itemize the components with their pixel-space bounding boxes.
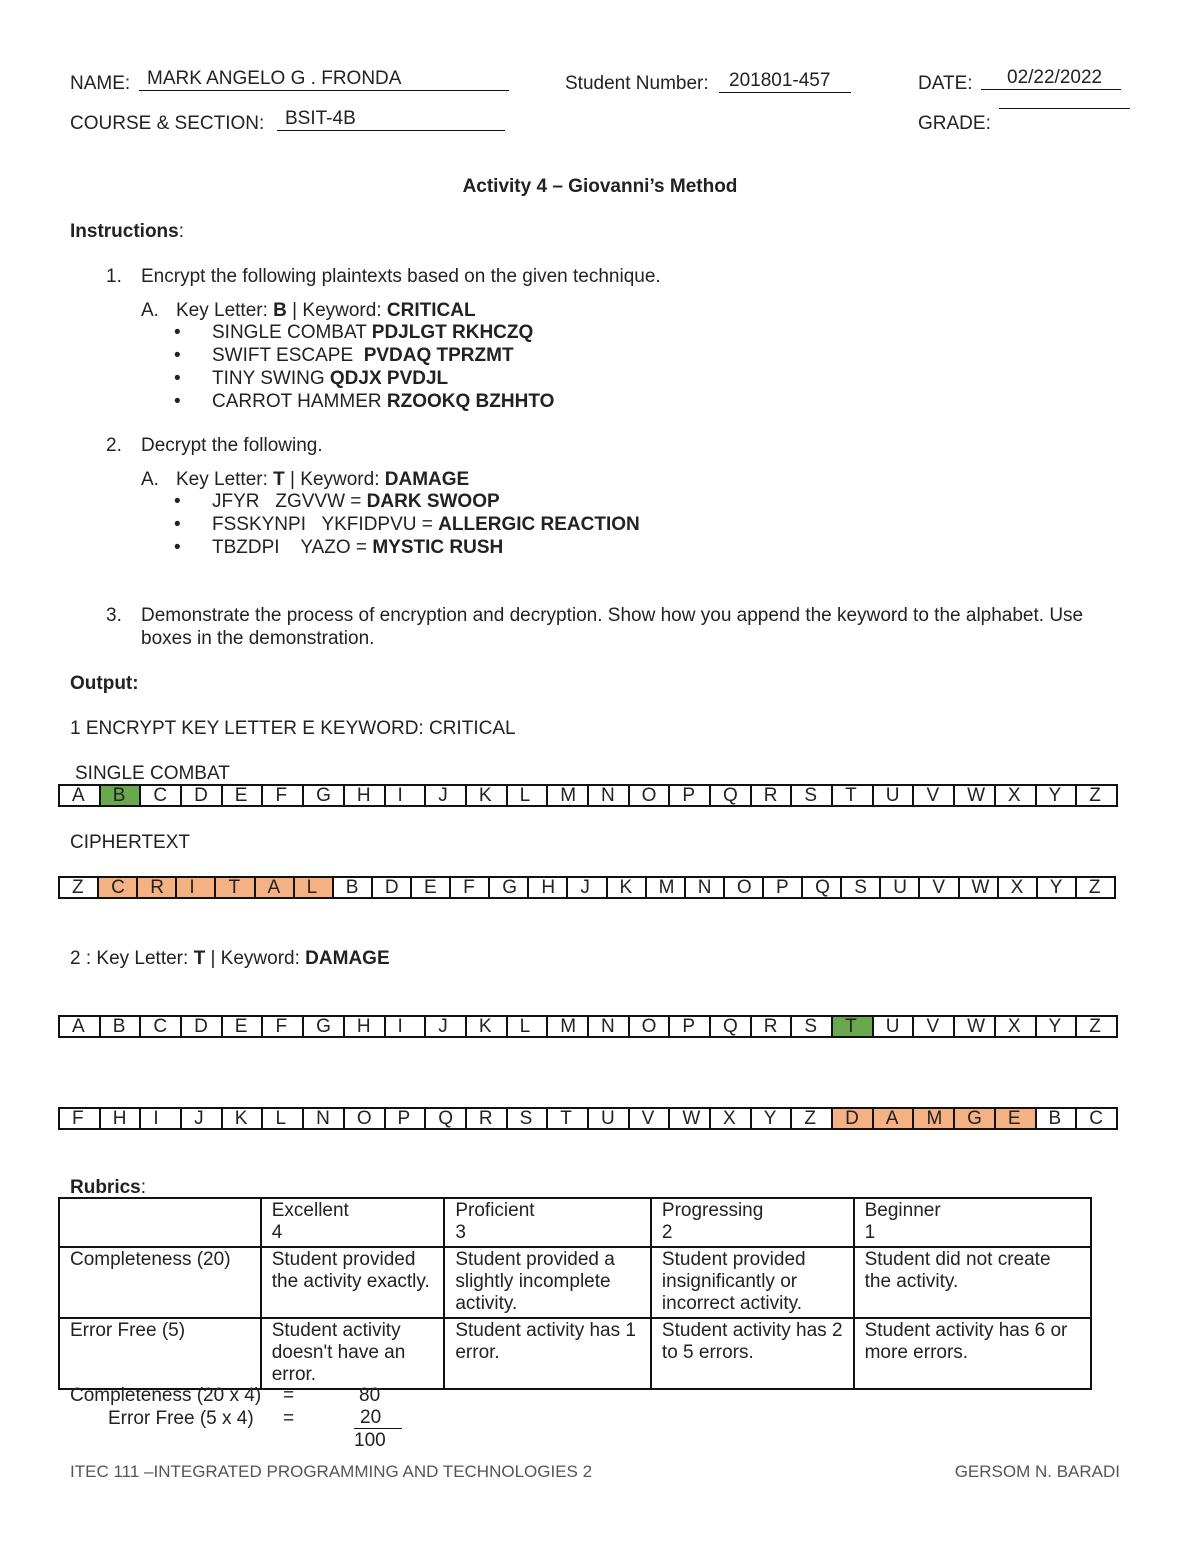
score-errorfree-label: Error Free (5 x 4) (108, 1408, 254, 1429)
table-cell (59, 1198, 261, 1247)
part2-plain-alphabet-row (58, 1015, 1118, 1038)
letter-box: T (214, 876, 253, 899)
letter-box: K (465, 1015, 506, 1038)
letter-box: D (180, 784, 221, 807)
letter-box: P (668, 1015, 709, 1038)
part1-sublabel: SINGLE COMBAT (75, 763, 230, 784)
table-row (59, 1247, 1091, 1318)
letter-box: O (723, 876, 762, 899)
letter-box: X (994, 1015, 1035, 1038)
letter-box: S (506, 1107, 547, 1130)
letter-box: Z (1075, 876, 1116, 899)
list-item: • TINY SWING QDJX PVDJL (174, 368, 449, 389)
table-cell: Student activity doesn't have an error. (261, 1318, 445, 1389)
course-section-label: COURSE & SECTION: (70, 113, 265, 134)
letter-box: B (99, 1015, 140, 1038)
letter-box: N (302, 1107, 343, 1130)
letter-box: Q (424, 1107, 465, 1130)
letter-box: J (566, 876, 605, 899)
table-cell: Student provided the activity exactly. (261, 1247, 445, 1318)
table-cell: Beginner 1 (854, 1198, 1091, 1247)
name-label: NAME: (70, 73, 131, 94)
letter-box: Y (1035, 784, 1076, 807)
letter-box: D (831, 1107, 872, 1130)
date-field[interactable]: 02/22/2022 (981, 67, 1121, 90)
student-number-field[interactable]: 201801-457 (719, 70, 851, 93)
item1-sub-letter: A. (141, 300, 159, 321)
item3-text-line2: boxes in the demonstration. (141, 628, 375, 649)
item1-text: Encrypt the following plaintexts based on the given technique. (141, 266, 661, 287)
letter-box: J (424, 1015, 465, 1038)
table-row (59, 1198, 1091, 1247)
letter-box: L (261, 1107, 302, 1130)
letter-box: B (99, 784, 140, 807)
letter-box: H (343, 784, 384, 807)
letter-box: E (221, 1015, 262, 1038)
letter-box: N (684, 876, 723, 899)
letter-box: O (628, 1015, 669, 1038)
letter-box: W (668, 1107, 709, 1130)
letter-box: C (1075, 1107, 1118, 1130)
letter-box: V (918, 876, 957, 899)
table-cell: Student did not create the activity. (854, 1247, 1091, 1318)
letter-box: U (587, 1107, 628, 1130)
letter-box: L (506, 784, 547, 807)
letter-box: Z (790, 1107, 831, 1130)
letter-box: S (790, 784, 831, 807)
letter-box: S (840, 876, 879, 899)
letter-box: C (139, 1015, 180, 1038)
letter-box: Q (801, 876, 840, 899)
letter-box: H (99, 1107, 140, 1130)
letter-box: H (343, 1015, 384, 1038)
grade-field[interactable] (999, 108, 1130, 109)
score-errorfree-value: 20 (354, 1408, 402, 1429)
letter-box: I (139, 1107, 180, 1130)
letter-box: I (175, 876, 214, 899)
item2-key-line: Key Letter: T | Keyword: DAMAGE (176, 469, 470, 490)
letter-box: L (293, 876, 332, 899)
letter-box: A (58, 1015, 99, 1038)
letter-box: D (180, 1015, 221, 1038)
letter-box: Y (1035, 1015, 1076, 1038)
item1-bullet-list (174, 322, 554, 414)
letter-box: T (831, 784, 872, 807)
table-cell: Student provided insignificantly or incorrect activity. (651, 1247, 854, 1318)
letter-box: Q (709, 784, 750, 807)
letter-box: K (221, 1107, 262, 1130)
list-item: • SINGLE COMBAT PDJLGT RKHCZQ (174, 322, 534, 343)
letter-box: F (58, 1107, 99, 1130)
table-cell: Completeness (20) (59, 1247, 261, 1318)
letter-box: I (384, 1015, 425, 1038)
letter-box: E (410, 876, 449, 899)
table-cell: Progressing 2 (651, 1198, 854, 1247)
footer-instructor: GERSOM N. BARADI (954, 1462, 1120, 1481)
table-cell: Error Free (5) (59, 1318, 261, 1389)
list-item: • SWIFT ESCAPE PVDAQ TPRZMT (174, 345, 514, 366)
letter-box: C (97, 876, 136, 899)
name-field[interactable]: MARK ANGELO G . FRONDA (139, 68, 509, 91)
letter-box: A (872, 1107, 913, 1130)
letter-box: X (709, 1107, 750, 1130)
item2-text: Decrypt the following. (141, 435, 323, 456)
letter-box: W (953, 784, 994, 807)
letter-box: Z (1075, 784, 1118, 807)
part1-heading: 1 ENCRYPT KEY LETTER E KEYWORD: CRITICAL (70, 718, 516, 739)
part2-heading: 2 : Key Letter: T | Keyword: DAMAGE (70, 948, 390, 969)
letter-box: J (424, 784, 465, 807)
table-cell: Student activity has 1 error. (444, 1318, 651, 1389)
part1-plain-alphabet-row (58, 784, 1118, 807)
grade-label: GRADE: (918, 113, 991, 134)
letter-box: V (912, 784, 953, 807)
letter-box: G (302, 784, 343, 807)
letter-box: Z (58, 876, 97, 899)
score-errorfree-equals: = (283, 1408, 295, 1429)
letter-box: Z (1075, 1015, 1118, 1038)
letter-box: B (1035, 1107, 1076, 1130)
item1-number: 1. (106, 266, 122, 287)
list-item: • FSSKYNPI YKFIDPVU = ALLERGIC REACTION (174, 514, 640, 535)
letter-box: M (645, 876, 684, 899)
item2-bullet-list (174, 491, 640, 560)
letter-box: T (831, 1015, 872, 1038)
letter-box: O (343, 1107, 384, 1130)
letter-box: W (958, 876, 997, 899)
letter-box: J (180, 1107, 221, 1130)
letter-box: R (465, 1107, 506, 1130)
score-completeness-label: Completeness (20 x 4) (70, 1385, 262, 1406)
letter-box: H (527, 876, 566, 899)
item3-text-line1: Demonstrate the process of encryption and decryption. Show how you append the keyword to the alphabet. Use (141, 605, 1084, 626)
letter-box: R (750, 1015, 791, 1038)
letter-box: B (332, 876, 371, 899)
letter-box: M (546, 1015, 587, 1038)
letter-box: C (139, 784, 180, 807)
letter-box: I (384, 784, 425, 807)
part1-cipher-alphabet-row (58, 876, 1116, 899)
table-cell: Proficient 3 (444, 1198, 651, 1247)
list-item: • JFYR ZGVVW = DARK SWOOP (174, 491, 500, 512)
letter-box: F (261, 1015, 302, 1038)
letter-box: N (587, 784, 628, 807)
letter-box: U (872, 784, 913, 807)
score-total: 100 (354, 1430, 386, 1451)
footer-course: ITEC 111 –INTEGRATED PROGRAMMING AND TECHNOLOGIES 2 (70, 1462, 593, 1481)
rubric-table (58, 1197, 1092, 1390)
letter-box: D (371, 876, 410, 899)
letter-box: G (302, 1015, 343, 1038)
letter-box: Y (750, 1107, 791, 1130)
letter-box: V (628, 1107, 669, 1130)
date-label: DATE: (918, 73, 973, 94)
letter-box: N (587, 1015, 628, 1038)
letter-box: M (546, 784, 587, 807)
letter-box: M (912, 1107, 953, 1130)
part1-cipher-label: CIPHERTEXT (70, 832, 191, 853)
letter-box: S (790, 1015, 831, 1038)
table-cell: Student activity has 2 to 5 errors. (651, 1318, 854, 1389)
item2-sub-letter: A. (141, 469, 159, 490)
letter-box: K (606, 876, 645, 899)
letter-box: X (994, 784, 1035, 807)
list-item: • CARROT HAMMER RZOOKQ BZHHTO (174, 391, 555, 412)
instructions-heading: Instructions: (70, 221, 185, 242)
score-completeness-equals: = (283, 1385, 295, 1406)
letter-box: F (449, 876, 488, 899)
rubrics-heading: Rubrics: (70, 1177, 147, 1198)
course-section-field[interactable]: BSIT-4B (277, 108, 505, 131)
letter-box: G (488, 876, 527, 899)
letter-box: E (994, 1107, 1035, 1130)
page-title: Activity 4 – Giovanni’s Method (462, 176, 738, 197)
item3-number: 3. (106, 605, 122, 626)
letter-box: P (668, 784, 709, 807)
letter-box: A (254, 876, 293, 899)
letter-box: T (546, 1107, 587, 1130)
table-cell: Student provided a slightly incomplete activity. (444, 1247, 651, 1318)
score-completeness-value: 80 (359, 1385, 381, 1406)
letter-box: R (136, 876, 175, 899)
table-cell: Student activity has 6 or more errors. (854, 1318, 1091, 1389)
letter-box: F (261, 784, 302, 807)
letter-box: A (58, 784, 99, 807)
letter-box: W (953, 1015, 994, 1038)
letter-box: P (384, 1107, 425, 1130)
letter-box: E (221, 784, 262, 807)
letter-box: V (912, 1015, 953, 1038)
table-cell: Excellent 4 (261, 1198, 445, 1247)
part2-cipher-alphabet-row (58, 1107, 1118, 1130)
letter-box: K (465, 784, 506, 807)
output-heading: Output: (70, 673, 139, 694)
letter-box: U (879, 876, 918, 899)
letter-box: R (750, 784, 791, 807)
list-item: • TBZDPI YAZO = MYSTIC RUSH (174, 537, 504, 558)
item1-key-line: Key Letter: B | Keyword: CRITICAL (176, 300, 476, 321)
item2-number: 2. (106, 435, 122, 456)
letter-box: P (762, 876, 801, 899)
letter-box: L (506, 1015, 547, 1038)
letter-box: U (872, 1015, 913, 1038)
letter-box: G (953, 1107, 994, 1130)
student-number-label: Student Number: (565, 73, 709, 94)
letter-box: X (997, 876, 1036, 899)
table-row (59, 1318, 1091, 1389)
letter-box: Y (1036, 876, 1075, 899)
letter-box: O (628, 784, 669, 807)
letter-box: Q (709, 1015, 750, 1038)
